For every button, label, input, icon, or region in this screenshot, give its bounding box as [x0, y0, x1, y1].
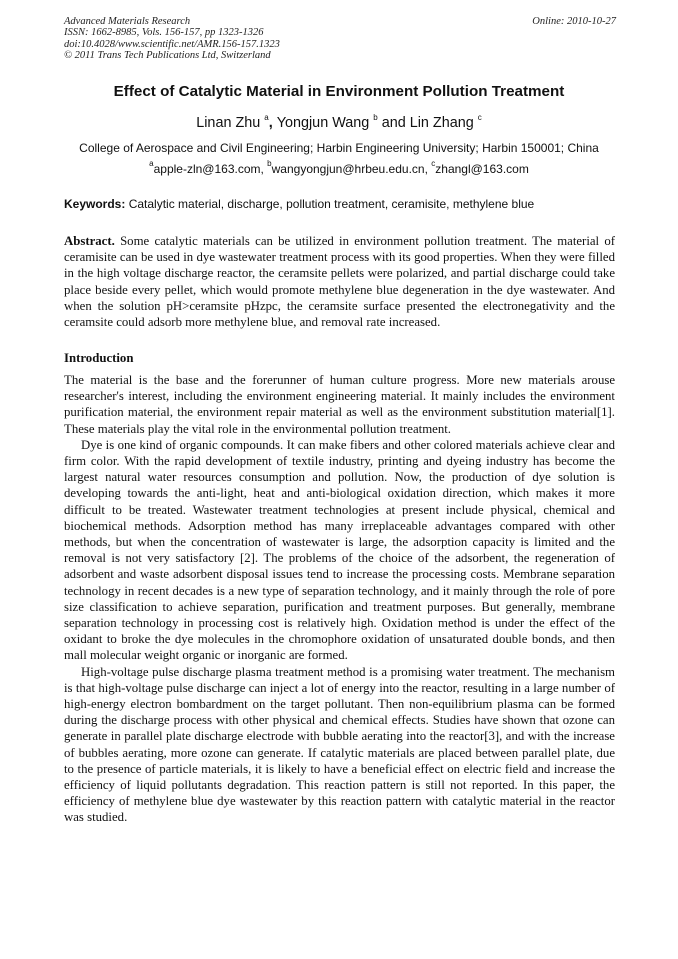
section-heading-introduction: Introduction	[64, 351, 134, 365]
keywords	[64, 197, 616, 211]
email-address[interactable]: zhangl@163.com	[435, 162, 529, 176]
email-address[interactable]: apple-zln@163.com	[153, 162, 261, 176]
email-superscript: b	[267, 159, 272, 168]
author-separator: ,	[268, 115, 277, 131]
keywords-text: Catalytic material, discharge, pollution treatment, ceramisite, methylene blue	[128, 197, 535, 211]
abstract-paragraph	[64, 233, 615, 330]
email-separator: ,	[260, 162, 268, 176]
email-address[interactable]: wangyongjun@hrbeu.edu.cn	[271, 162, 425, 176]
email-superscript: a	[149, 159, 154, 168]
paragraph: High-voltage pulse discharge plasma treatment method is a promising water treatment. The mechanism is that high-voltage pulse discharge can inject a lot of energy into the reactor, resulting in a large number of high-energy electron bombardment on the target pollutant. Then non-equilibrium plasma can be formed during the discharge process with other physical and chemical effects. Studies have shown that ozone can generate in parallel plate discharge electrode with bubble aerating into the reactor[3], and with the increase of bubbles aerating, more ozone can generate. If catalytic materials are placed between parallel plate, due to the presence of particle materials, it is likely to have a beneficial effect on electric field and increase the efficiency of liquid pollutants degradation. This reaction pattern is still not reported. In this paper, the efficiency of methylene blue dye wastewater by this reaction pattern with catalytic material in the reactor was studied.	[64, 664, 615, 825]
abstract-text: Some catalytic materials can be utilized in environment pollution treatment. The material of ceramisite can be used in dye wastewater treatment process with its good properties. When they were filled in the high voltage discharge reactor, the ceramsite pellets were polarized, and partial discharge could take place beside every pellet, which would promote methylene blue degeneration in the dye wastewater. And when the solution pH>ceramsite pHzpc, the ceramsite surface presented the electronegativity and the ceramsite could adsorb more methylene blue, and removal rate increased.	[64, 234, 615, 330]
copyright-line: © 2011 Trans Tech Publications Ltd, Switzerland	[64, 50, 271, 62]
affiliation: College of Aerospace and Civil Engineering; Harbin Engineering University; Harbin 150001; China	[79, 141, 599, 155]
author-superscript: a	[264, 113, 269, 122]
paragraph: The material is the base and the forerunner of human culture progress. More new materials arouse researcher's interest, including the environment engineering material. It mainly includes the environment purification material, the environment repair material as well as the environment substitution material[1]. These materials play the vital role in the environmental pollution treatment.	[64, 373, 615, 436]
paragraph: Dye is one kind of organic compounds. It can make fibers and other colored materials achieve clear and firm color. With the rapid development of textile industry, printing and dyeing industry has become the largest natural water resources consumption and pollution. Now, the production of dye solution is developing towards the anti-light, heat and anti-biological oxidation direction, which makes it more difficult to be treated. Wastewater treatment technologies at present include physical, chemical and biochemical methods. Adsorption method has many irreplaceable advantages compared with other methods, but when the concentration of wastewater is large, the adsorption capacity is limited and the removal is not very satisfactory [2]. The problems of the choice of the adsorbent, the regeneration of adsorbent and waste adsorbent disposal issues tend to increase the processing costs. Membrane separation technology in recent decades is a new type of separation technology, and it mainly through the role of pore size classification to achieve separation, purification and treatment purposes. But generally, membrane separation technology in processing cost is relatively high. Oxidation method is under the effect of the oxidant to broke the dye molecules in the chromophore oxidation of unsaturated double bonds, and then mall molecular weight organic or inorganic are formed.	[64, 437, 615, 663]
email-list	[0, 159, 678, 176]
author-separator: and	[377, 115, 410, 131]
introduction-body	[64, 372, 615, 826]
author-name: Linan Zhu	[196, 115, 261, 131]
author-name: Lin Zhang	[409, 115, 474, 131]
abstract-label: Abstract.	[64, 234, 115, 248]
author-superscript: c	[477, 113, 482, 122]
author-name: Yongjun Wang	[276, 115, 370, 131]
publication-header	[64, 16, 616, 62]
email-separator: ,	[424, 162, 432, 176]
journal-name: Advanced Materials Research	[64, 16, 191, 27]
paper-title: Effect of Catalytic Material in Environment Pollution Treatment	[113, 83, 565, 100]
doi-line[interactable]: doi:10.4028/www.scientific.net/AMR.156-157.1323	[64, 38, 280, 50]
keywords-label: Keywords:	[64, 197, 126, 211]
email-superscript: c	[431, 159, 436, 168]
abstract	[64, 233, 615, 330]
issn-line: ISSN: 1662-8985, Vols. 156-157, pp 1323-1326	[64, 27, 264, 39]
online-date: Online: 2010-10-27	[532, 16, 616, 27]
author-superscript: b	[373, 113, 378, 122]
author-list	[0, 114, 678, 132]
